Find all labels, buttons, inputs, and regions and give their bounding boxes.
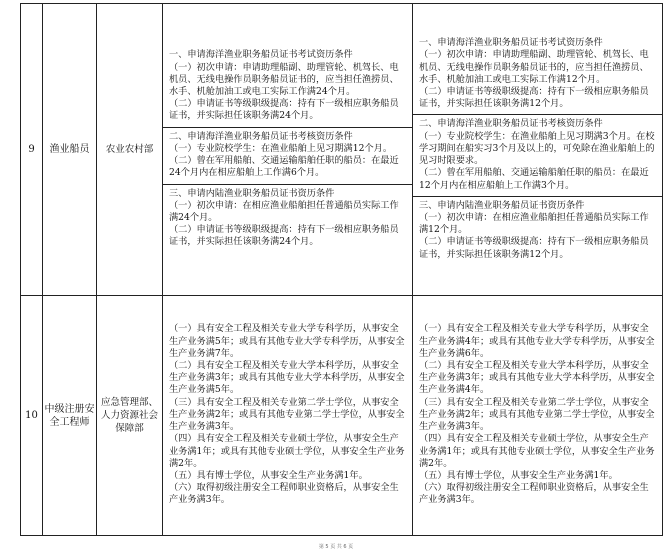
occupation-name: 中级注册安全工程师 — [43, 296, 97, 536]
qualification-table — [20, 3, 663, 536]
table-row — [21, 296, 663, 536]
condition-block: 三、申请内陆渔业职务船员证书资历条件 （一）初次申请：在相应渔业船舶担任普通船员实际工作满24个月。 （二）申请证书等级职级提高：持有下一级相应职务船员证书，并实际担任该职务满24个月。 — [163, 184, 412, 253]
row-number: 9 — [21, 4, 43, 296]
page-footer: 第 5 页 共 6 页 — [318, 544, 354, 550]
occupation-name: 渔业船员 — [43, 4, 97, 296]
revised-conditions-cell — [413, 296, 663, 536]
original-conditions-cell — [163, 296, 413, 536]
condition-block: （一）具有安全工程及相关专业大学专科学历，从事安全生产业务满4年；或具有其他专业大学专科学历，从事安全生产业务满6年。 （二）具有安全工程及相关专业大学本科学历，从事安全生产业务满3年；或具有其他专业大学本科学历，从事安全生产业务满4年。 （三）具有安全工程及相关专业第二学士学位，从事安全生产业务满2年；或具有其他专业第二学士学位，从事安全生产业务满3年。 （四）具有安全工程及相关专业硕士学位，从事安全生产业务满1年；或具有其他专业硕士学位，从事安全生产业务满2年。 （五）具有博士学位，从事安全生产业务满1年。 （六）取得初级注册安全工程师职业资格后，从事安全生产业务满3年。 — [419, 323, 655, 506]
condition-block: 三、申请内陆渔业职务船员证书资历条件 （一）初次申请：在相应渔业船舶担任普通船员实际工作满12个月。 （二）申请证书等级职级提高：持有下一级相应职务船员证书，并实际担任该职务满12个月。 — [413, 196, 662, 265]
department-name: 农业农村部 — [97, 4, 163, 296]
condition-block: 二、申请海洋渔业职务船员证书考核资历条件 （一）专业院校学生：在渔业船舶上见习期满3个月。在校学习期间在船实习3个月及以上的，可免除在渔业船舶上的见习时限要求。 （二）曾在军用船舶、交通运输船舶任职的船员：在最近12个月内在相应船舶上工作满3个月。 — [413, 114, 662, 195]
condition-block: （一）具有安全工程及相关专业大学专科学历，从事安全生产业务满5年；或具有其他专业大学专科学历，从事安全生产业务满7年。 （二）具有安全工程及相关专业大学本科学历，从事安全生产业务满3年；或具有其他专业大学本科学历，从事安全生产业务满5年。 （三）具有安全工程及相关专业第二学士学位，从事安全生产业务满2年；或具有其他专业第二学士学位，从事安全生产业务满3年。 （四）具有安全工程及相关专业硕士学位，从事安全生产业务满1年；或具有其他专业硕士学位，从事安全生产业务满2年。 （五）具有博士学位，从事安全生产业务满1年。 （六）取得初级注册安全工程师职业资格后，从事安全生产业务满3年。 — [169, 323, 405, 506]
revised-conditions-cell — [413, 4, 663, 296]
condition-block: 二、申请海洋渔业职务船员证书考核资历条件 （一）专业院校学生：在渔业船舶上见习期满12个月。 （二）曾在军用船舶、交通运输船舶任职的船员：在最近24个月内在相应船舶上工作满6个月。 — [163, 127, 412, 184]
table-row — [21, 4, 663, 296]
condition-block: 一、申请海洋渔业职务船员证书考试资历条件 （一）初次申请：申请助理船副、助理管轮、机驾长、电机员、无线电操作员职务船员证书的，应当担任渔捞员、水手、机舱加油工或电工实际工作满24个月。 （二）申请证书等级职级提高：持有下一级相应职务船员证书，并实际担任该职务满24个月。 — [169, 49, 399, 122]
department-name: 应急管理部、人力资源社会保障部 — [97, 296, 163, 536]
row-number: 10 — [21, 296, 43, 536]
original-conditions-cell — [163, 4, 413, 296]
condition-block: 一、申请海洋渔业职务船员证书考试资历条件 （一）初次申请：申请助理船副、助理管轮、机驾长、电机员、无线电操作员职务船员证书的，应当担任渔捞员、水手、机舱加油工或电工实际工作满12个月。 （二）申请证书等级职级提高：持有下一级相应职务船员证书，并实际担任该职务满12个月。 — [419, 37, 649, 110]
